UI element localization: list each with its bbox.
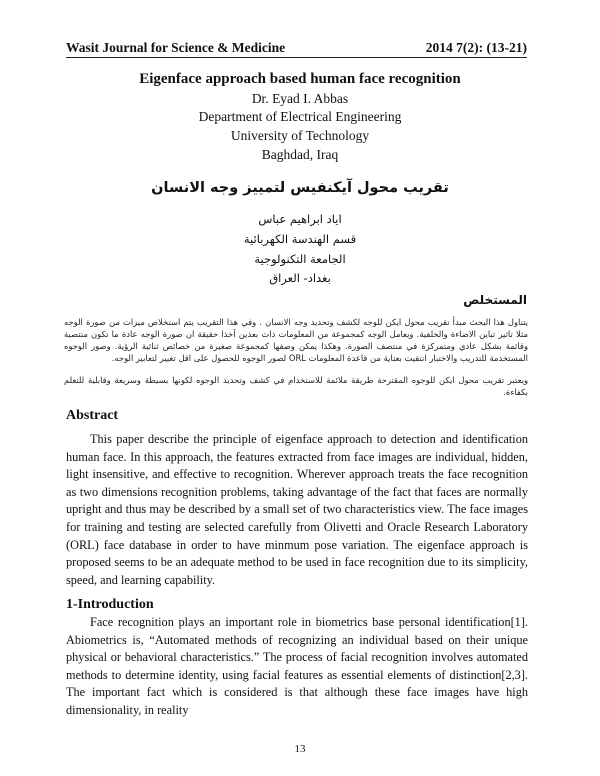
arabic-author: اياد ابراهيم عباس [258,212,342,226]
introduction-heading: 1-Introduction [66,597,154,612]
arabic-abstract-heading: المستخلص [463,293,527,307]
abstract-heading: Abstract [66,408,119,423]
arabic-title: تقريب محول آيكنفيس لتمييز وجه الانسان [151,180,449,196]
arabic-location: بغداد- العراق [269,271,331,285]
arabic-university: الجامعة التكنولوجية [254,252,346,266]
abstract-paragraph: This paper describe the principle of eigenface approach to detection and identification human face. In this approach, the features extracted from face images are individual, hidden, light insensitive, and effective to recognition. Wherever approach treats the face recognition as two dimensions recognition problems, taking advantage of the fact that faces are normally upright and thus may be described by a small set of two characteristics view. The face images for training and testing are selected carefully from Olivetti and Oracle Research Laboratory (ORL) face database in order to have minmum pose variation. The eigenface approach is proposed seems to be an adequate method to be used in face recognition due to its simplicity, speed, and learning capability. [66,432,528,587]
paper-title: Eigenface approach based human face recognition [139,71,461,87]
author-department: Department of Electrical Engineering [198,109,402,124]
header-divider [66,57,527,58]
arabic-department: قسم الهندسة الكهربائية [243,232,357,246]
page-number: 13 [294,743,306,755]
author-university: University of Technology [230,128,370,143]
introduction-paragraph: Face recognition plays an important role in biometrics base personal identification[1]. Abiometrics is, “Automated methods of recognizing an individual based on their unique physical or behavioral characteristics.” The process of facial recognition involves automated methods to determine identity, using facial features as essential elements of distinction[2,3]. The important fact which is considered is that although these face images have high dimensionality, in reality [66,615,528,717]
issue-info: 2014 7(2): (13-21) [425,40,527,55]
arabic-abstract-paragraph-1: يتناول هذا البحث مبدأ تقريب محول ايكن للوجه لكشف وتحديد وجه الانسان . وفي هذا التقريب يتم استخلاص ميزات من صورة الوجه مثلا تاثير تباين الاضاءة والخلفية. ويعامل الوجه كمجموعة من المعلومات ذات بعدين آخذا حقيقة ان صورة الوجه عادة ما تكون منتصبة وقائمة بشكل عادي ومتمركزة في منتصف الصورة. وهكذا يمكن وصفها كمجموعة صغيرة من خصائص ثنائية الرؤية. وصور الوجوه المستخدمة للتدريب والاختبار انتقيت بعناية من قاعدة المعلومات ORL لصور الوجوه للحصول على اقل تغيير لتعابير الوجه. [64,317,528,363]
author-name: Dr. Eyad I. Abbas [251,91,349,106]
arabic-abstract-paragraph-2: ويعتبر تقريب محول ايكن للوجوه المقترحة طريقة ملائمة للاستخدام في كشف وتحديد الوجوه لكونها بسيطة وسريعة وقابلية للتعلم بكفاءة. [64,375,528,397]
author-location: Baghdad, Iraq [261,147,339,162]
journal-name: Wasit Journal for Science & Medicine [66,40,286,55]
